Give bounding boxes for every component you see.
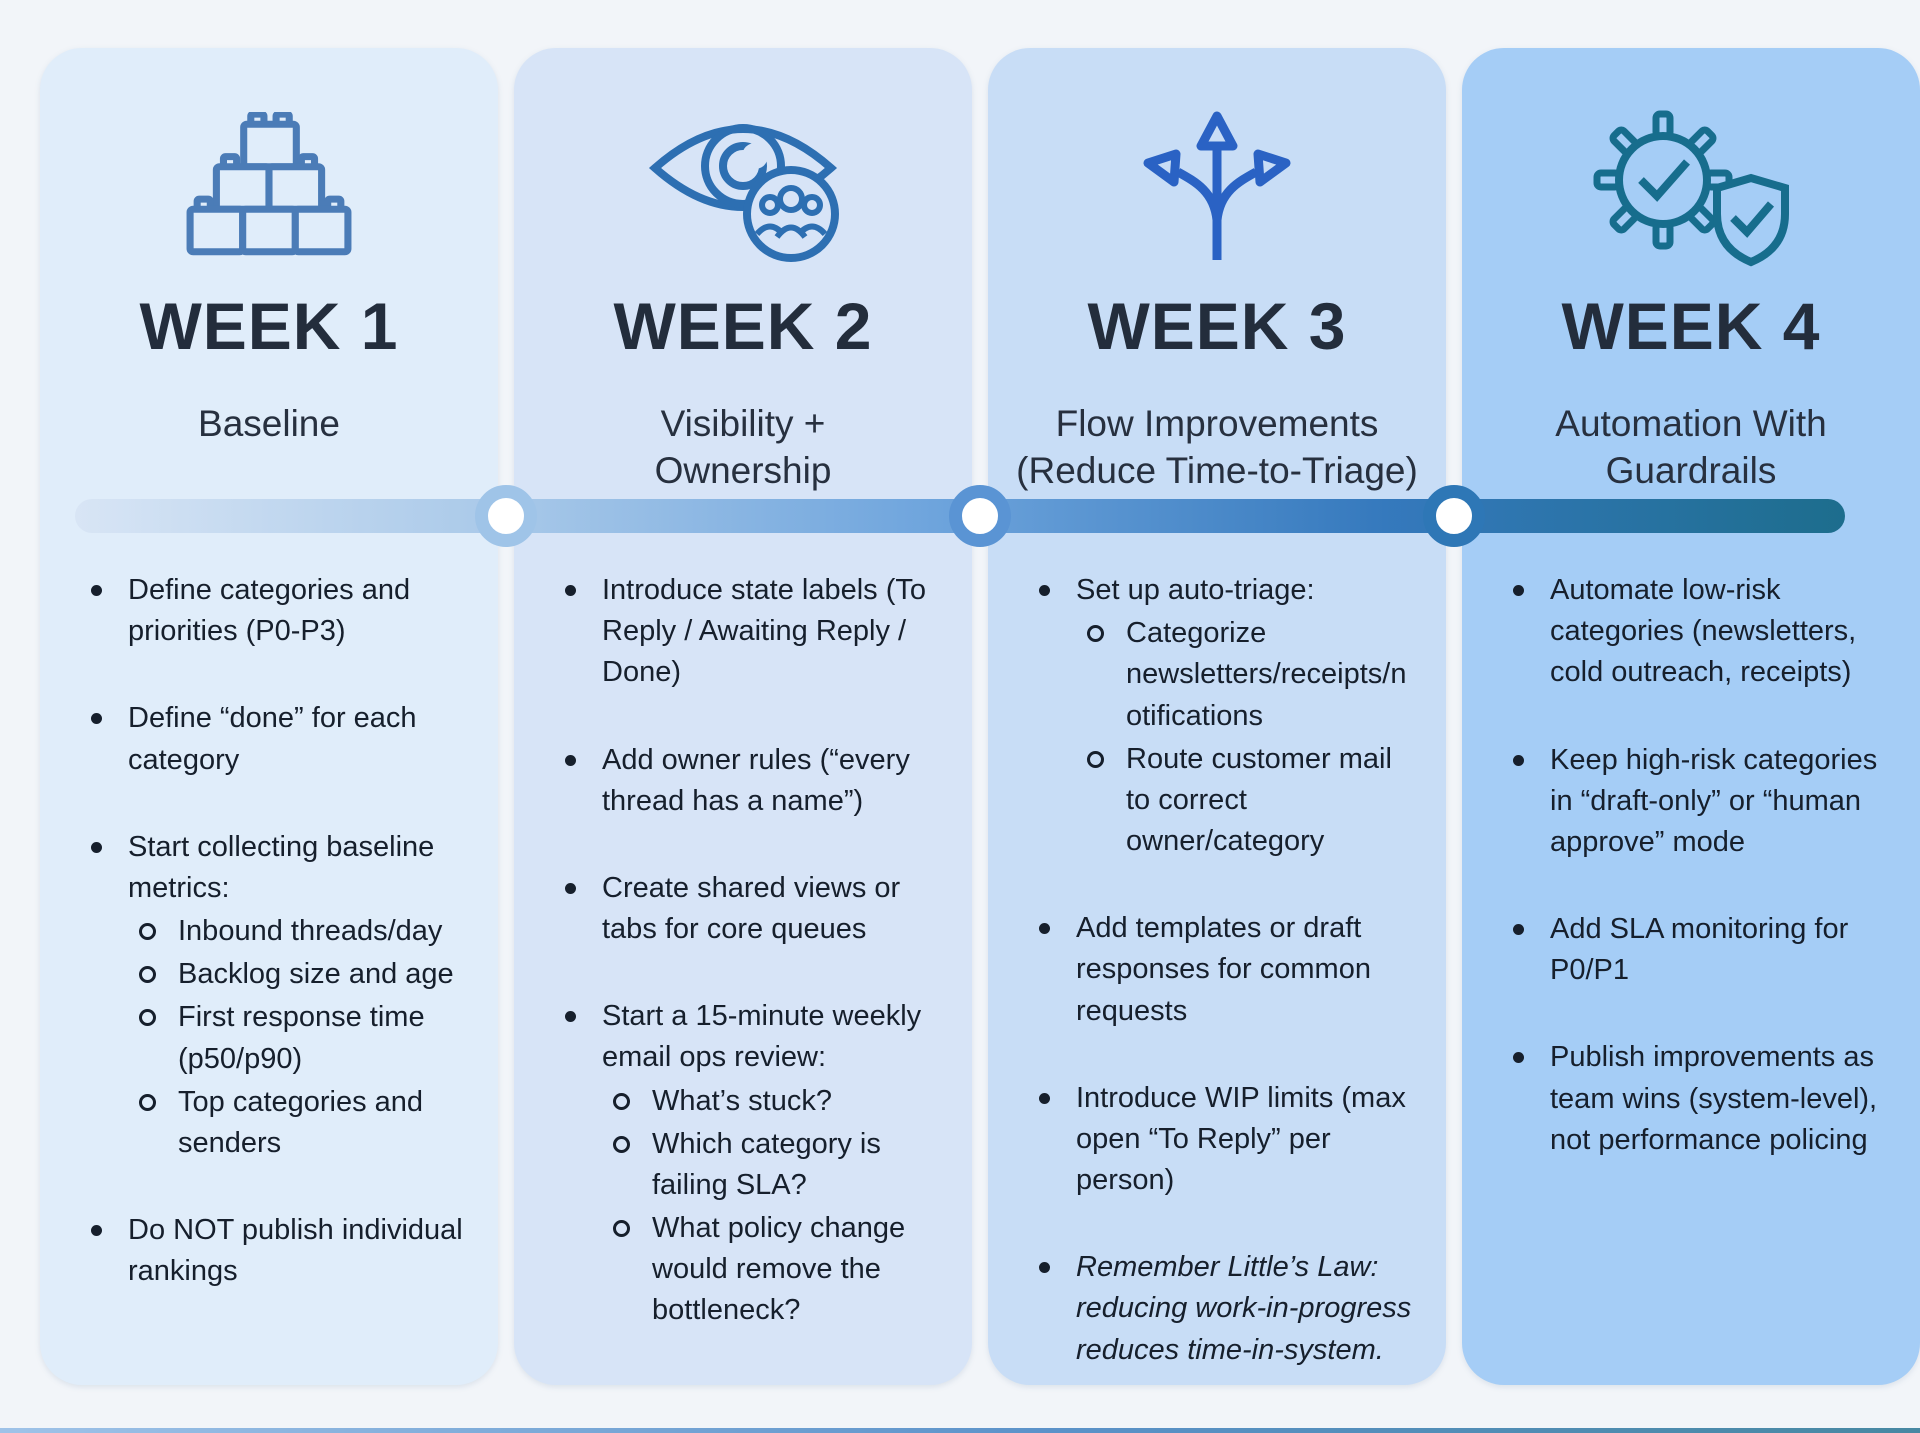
week-2-card [514,48,972,1385]
subtitle-line: Visibility + [660,403,826,444]
week-3-title: WEEK 3 [1087,289,1347,363]
bottom-accent-strip [0,1428,1920,1433]
list-item [1034,1078,1422,1202]
week-2-subtitle [524,400,962,495]
list-item [1034,1247,1422,1371]
sub-list-item [128,911,474,952]
item-text: Add owner rules (“every thread has a name”) [602,743,910,817]
item-text: Inbound threads/day [178,915,443,948]
week-1-items [86,570,474,1338]
week-4-card [1462,48,1920,1385]
week-2-title: WEEK 2 [613,289,873,363]
sub-list-item [602,1124,948,1206]
item-text: Top categories and senders [178,1085,424,1159]
item-text: Add SLA monitoring for P0/P1 [1550,913,1849,987]
subtitle-line: (Reduce Time-to-Triage) [1016,450,1418,492]
item-text: Which category is failing SLA? [652,1127,881,1201]
week-3-card [988,48,1446,1385]
list-item [1508,1037,1896,1161]
item-text: Introduce WIP limits (max open “To Reply” per person) [1076,1081,1406,1197]
sub-list [1076,613,1422,862]
subtitle-line: Automation With [1555,403,1827,444]
item-text: Define categories and priorities (P0-P3) [128,574,411,648]
list-item [560,740,948,822]
sub-list-item [128,1082,474,1164]
list-item [86,827,474,1164]
item-text: Start collecting baseline metrics: [128,830,435,904]
item-text: Route customer mail to correct owner/category [1126,742,1392,858]
sub-list-item [1076,613,1422,737]
item-text: Keep high-risk categories in “draft-only” or “human approve” mode [1550,743,1878,858]
sub-list-item [1076,739,1422,863]
week-3-items [1034,570,1422,1417]
eye-team-icon [514,98,972,278]
list-item [1034,570,1422,862]
list-item [86,570,474,652]
item-text: Do NOT publish individual rankings [128,1214,463,1288]
branching-arrows-icon [988,98,1446,278]
sub-list [602,1081,948,1332]
item-text: Add templates or draft responses for common requests [1076,912,1371,1027]
list-item [1034,908,1422,1032]
item-text: Set up auto-triage: [1076,574,1315,606]
item-text: Create shared views or tabs for core queues [602,871,901,946]
list-item [86,1210,474,1292]
week-4-title: WEEK 4 [1561,289,1821,363]
sub-list-item [602,1081,948,1122]
item-text: What policy change would remove the bottleneck? [652,1212,906,1327]
item-text: Introduce state labels (To Reply / Awaiting Reply / Done) [602,574,927,689]
list-item [560,868,948,950]
timeline-dot-2 [949,485,1011,547]
list-item [1508,570,1896,694]
sub-list [128,911,474,1164]
subtitle-line: Ownership [654,450,832,492]
list-item [1508,740,1896,864]
item-text: Define “done” for each category [128,702,417,776]
building-blocks-icon [40,98,498,278]
item-text: Start a 15-minute weekly email ops review: [602,1000,922,1074]
list-item [560,996,948,1331]
sub-list-item [128,954,474,995]
list-item [1508,909,1896,991]
timeline-dot-1 [475,485,537,547]
week-1-subtitle [50,400,488,447]
item-text: Backlog size and age [178,958,454,991]
timeline-dot-3 [1423,485,1485,547]
subtitle-line: Flow Improvements [1055,403,1379,444]
subtitle-line: Baseline [198,403,340,444]
item-text: Automate low-risk categories (newsletters, cold outreach, receipts) [1550,574,1857,689]
item-text: What’s stuck? [652,1084,832,1117]
week-4-subtitle [1472,400,1910,495]
item-text: Publish improvements as team wins (system-level), not performance policing [1550,1041,1878,1156]
gear-shield-check-icon [1462,98,1920,278]
list-item [560,570,948,694]
sub-list-item [128,997,474,1079]
week-1-card [40,48,498,1385]
item-text: First response time (p50/p90) [178,1001,425,1075]
week-3-subtitle [998,400,1436,495]
item-text: Categorize newsletters/receipts/notifications [1126,617,1407,732]
week-4-items [1508,570,1896,1207]
list-item [86,698,474,780]
week-2-items [560,570,948,1378]
item-text: Remember Little’s Law: reducing work-in-progress reduces time-in-system. [1076,1251,1412,1366]
subtitle-line: Guardrails [1605,450,1777,492]
week-1-title: WEEK 1 [139,289,399,363]
sub-list-item [602,1208,948,1332]
